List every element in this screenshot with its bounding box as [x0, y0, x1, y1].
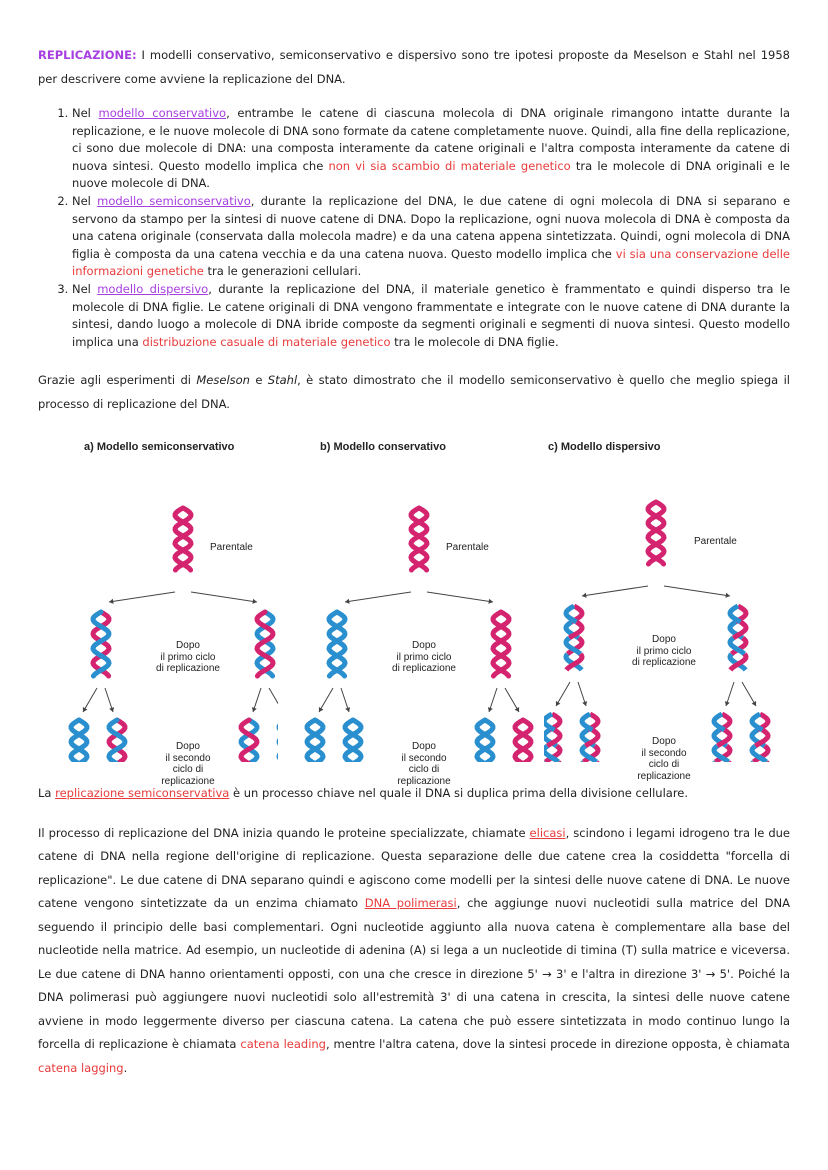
arrowhead [109, 599, 114, 604]
item-text: tra le molecole di DNA originali e le nuove molecole di DNA. [72, 158, 791, 191]
para-text: Il processo di replicazione del DNA inizia quando le proteine specializzate, chiamate [38, 825, 530, 840]
item-text: Nel [72, 106, 99, 120]
highlight-text: non vi sia scambio di materiale genetico [328, 158, 571, 173]
highlight-text: vi sia una conservazione delle informazioni genetiche [72, 246, 790, 279]
intro-paragraph [38, 44, 790, 91]
panel-diagram [544, 432, 784, 762]
author-name: Stahl [267, 373, 298, 388]
arrowhead [345, 599, 350, 604]
panel-title: c) Modello dispersivo [548, 441, 661, 453]
highlight-catena-leading: catena leading [240, 1037, 326, 1051]
second-cycle-label: Dopo il secondo ciclo di replicazione [637, 736, 691, 782]
arrowhead [252, 599, 257, 604]
second-cycle-label: Dopo il secondo ciclo di replicazione [397, 741, 451, 787]
first-cycle-label: Dopo il primo ciclo di replicazione [392, 640, 456, 674]
first-cycle-label: Dopo il primo ciclo di replicazione [632, 634, 696, 668]
dna-helix [544, 714, 560, 762]
item-text: tra le molecole di DNA figlie. [390, 334, 559, 349]
dna-helix [411, 508, 427, 570]
models-list [38, 105, 790, 351]
intro-text: I modelli conservativo, semiconservativo e dispersivo sono tre ipotesi proposte da Meselson e Stahl nel 1958 per descrivere come avviene la replicazione del DNA. [38, 48, 790, 86]
conclusion-text: , è stato dimostrato che il modello semiconservativo è quello che meglio spiega il processo di replicazione del DNA. [38, 373, 790, 411]
conclusion-paragraph [38, 369, 790, 416]
dna-helix [93, 612, 109, 676]
item-text: , durante la replicazione del DNA, il materiale genetico è frammentato e quindi disperso tra le molecole di DNA figlie. Le catene originali di DNA vengono frammentate e integrate con le nuove catene di DNA durante la sintesi, dando luogo a molecole di DNA ibride composte da segmenti originali e segmenti di nuova sintesi. Questo modello implica una [72, 281, 791, 349]
parental-label: Parentale [694, 536, 737, 547]
item-text: Nel [72, 281, 98, 296]
highlight-catena-lagging: catena lagging [38, 1060, 124, 1075]
dna-helix [752, 714, 768, 762]
item-text: Nel [72, 193, 98, 208]
para-text: , mentre l'altra catena, dove la sintesi procede in direzione opposta, è chiamata [325, 1037, 790, 1051]
highlight-text: distribuzione casuale di materiale genetico [142, 334, 391, 349]
panel-diagram [38, 432, 278, 762]
list-item [72, 105, 790, 193]
conclusion-text: Grazie agli esperimenti di [38, 373, 197, 388]
panel-title: a) Modello semiconservativo [84, 441, 235, 453]
link-replicazione-semiconservativa[interactable]: replicazione semiconservativa [55, 786, 230, 800]
item-text: tra le generazioni cellulari. [203, 264, 362, 279]
dna-helix [566, 606, 582, 670]
arrow [109, 592, 175, 602]
dna-helix [477, 720, 493, 762]
panel-semiconservative [38, 432, 278, 787]
panel-conservative [294, 432, 534, 787]
replication-models-figure [38, 432, 790, 787]
link-dna-polimerasi[interactable]: DNA polimerasi [364, 896, 457, 910]
arrow [664, 586, 730, 596]
dna-helix [648, 502, 664, 564]
semiconservative-paragraph [38, 782, 790, 806]
replication-section [38, 782, 790, 1080]
panel-title: b) Modello conservativo [320, 441, 446, 453]
dna-helix [257, 612, 273, 676]
para-text: , scindono i legami idrogeno tra le due catene di DNA nella regione dell'origine di replicazione. Questa separazione delle due catene crea la cosiddetta "forcella di replicazione". Le due catene di DNA separano quindi e agiscono come modelli per la sintesi delle nuove catene di DNA. Le nuove catene vengono sintetizzate da un enzima chiamato [38, 825, 790, 910]
dna-helix [515, 720, 531, 762]
arrow [191, 592, 257, 602]
item-text: , entrambe le catene di ciascuna molecola di DNA originale rimangono intatte durante la replicazione, e le nuove molecole di DNA sono formate da catene completamente nuove. Quindi, alla fine della replicazione, ci sono due molecole di DNA: una composta interamente da catene originali e l'altra composta interamente da catene di nuova sintesi. Questo modello implica che [72, 106, 790, 173]
second-cycle-label: Dopo il secondo ciclo di replicazione [161, 741, 215, 787]
para-text: . [123, 1060, 128, 1075]
link-modello-dispersivo[interactable]: modello dispersivo [97, 281, 209, 296]
conclusion-text: e [249, 373, 268, 388]
process-paragraph [38, 822, 790, 1081]
dna-helix [71, 720, 87, 762]
first-cycle-label: Dopo il primo ciclo di replicazione [156, 640, 220, 674]
item-text: , durante la replicazione del DNA, le due catene di ogni molecola di DNA si separano e servono da stampo per la sintesi di nuove catene di DNA. Dopo la replicazione, ogni nuova molecola di DNA è composta da una catena originale (conservata dalla molecola madre) e da una catena appena sintetizzata. Quindi, ogni molecola di DNA figlia è composta da una catena vecchia e da una catena nuova. Questo modello implica che [72, 193, 791, 261]
arrowhead [488, 599, 493, 604]
dna-helix [714, 714, 730, 762]
para-text: La [38, 786, 56, 800]
arrow [269, 688, 278, 712]
dna-helix [175, 508, 191, 570]
panel-dispersive [544, 432, 784, 782]
arrow [427, 592, 493, 602]
dna-helix [241, 720, 257, 762]
dna-helix [307, 720, 323, 762]
link-modello-conservativo[interactable]: modello conservativo [98, 106, 227, 120]
arrow [345, 592, 411, 602]
author-name: Meselson [196, 373, 250, 388]
section-heading: REPLICAZIONE: [38, 48, 137, 62]
dna-helix [730, 606, 746, 670]
para-text: , che aggiunge nuovi nucleotidi sulla matrice del DNA seguendo il principio delle basi complementari. Ogni nucleotide aggiunto alla nuova catena è complementare alla base del nucleotide nella matrice. Ad esempio, un nucleotide di adenina (A) si lega a un nucleotide di timina (T) sulla matrice e viceversa. Le due catene di DNA hanno orientamenti opposti, con una che cresce in direzione 5' → 3' e l'altra in direzione 3' → 5'. Poiché la DNA polimerasi può aggiungere nuovi nucleotidi solo all'estremità 3' di una catena in crescita, la sintesi delle nuove catene avviene in modo leggermente diverso per ciascuna catena. La catena che può essere sintetizzata in modo continuo lungo la forcella di replicazione è chiamata [38, 896, 790, 1051]
para-text: è un processo chiave nel quale il DNA si duplica prima della divisione cellulare. [229, 786, 689, 800]
parental-label: Parentale [210, 542, 253, 553]
panel-diagram [294, 432, 534, 762]
dna-helix [582, 714, 598, 762]
arrowhead [725, 593, 730, 598]
list-item [72, 193, 790, 281]
dna-helix [329, 612, 345, 676]
dna-helix [109, 720, 125, 762]
dna-helix [345, 720, 361, 762]
arrowhead [582, 593, 587, 598]
arrow [582, 586, 648, 596]
link-modello-semiconservativo[interactable]: modello semiconservativo [97, 193, 251, 208]
list-item [72, 281, 790, 351]
dna-helix [493, 612, 509, 676]
parental-label: Parentale [446, 542, 489, 553]
document-page [38, 44, 791, 1075]
link-elicasi[interactable]: elicasi [529, 825, 566, 840]
